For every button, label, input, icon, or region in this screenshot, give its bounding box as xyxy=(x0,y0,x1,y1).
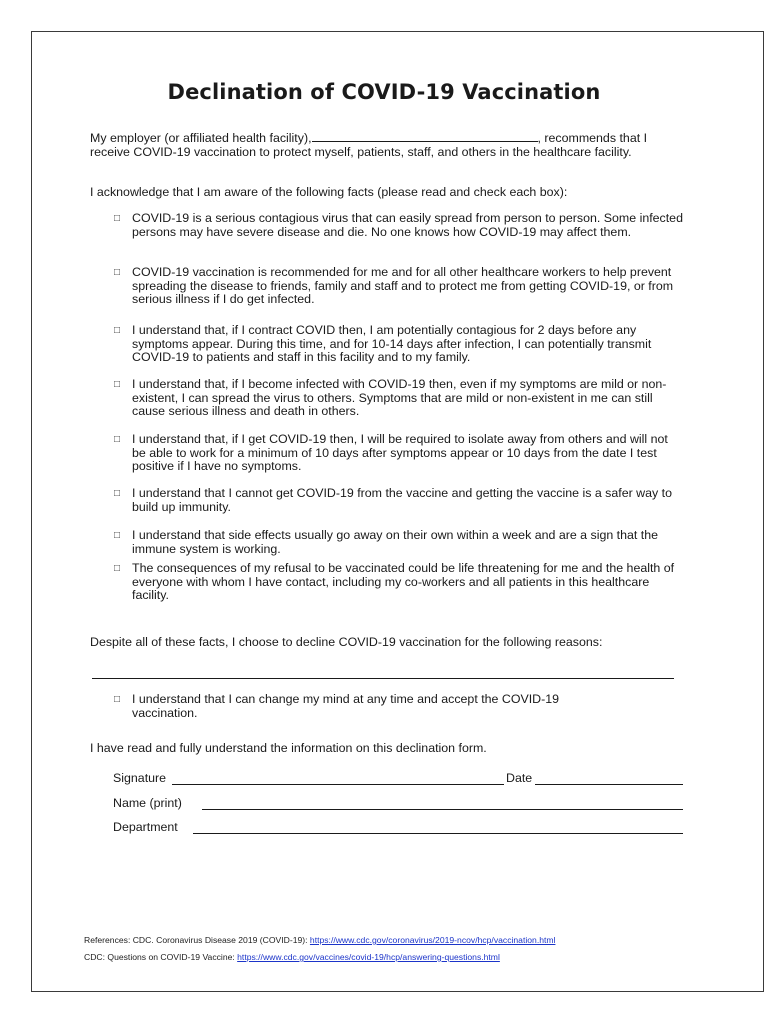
intro-paragraph xyxy=(90,130,680,159)
department-line[interactable] xyxy=(193,820,683,834)
fact-item-7 xyxy=(114,529,684,556)
fact-item-6 xyxy=(114,487,684,514)
intro-text-start: My employer (or affiliated health facility), xyxy=(90,131,312,145)
checkbox[interactable]: □ xyxy=(114,694,121,705)
change-mind-text: I understand that I can change my mind at any time and accept the COVID-19 vaccination. xyxy=(132,692,560,720)
reference-2-prefix: CDC: Questions on COVID-19 Vaccine: xyxy=(84,952,238,962)
checkbox[interactable]: □ xyxy=(114,379,121,390)
name-print-line[interactable] xyxy=(202,796,683,810)
employer-name-blank[interactable] xyxy=(312,130,538,142)
reference-1 xyxy=(84,935,555,946)
reasons-line[interactable] xyxy=(92,678,674,679)
checkbox[interactable]: □ xyxy=(114,530,121,541)
read-understand-text: I have read and fully understand the information on this declination form. xyxy=(90,741,487,755)
reference-1-link[interactable]: https://www.cdc.gov/coronavirus/2019-ncov/hcp/vaccination.html xyxy=(309,935,556,945)
intro-text-rest: that I receive COVID-19 vaccination to protect myself, patients, staff, and others in the healthcare facility. xyxy=(90,131,648,159)
reference-2-link[interactable]: https://www.cdc.gov/vaccines/covid-19/hcp/answering-questions.html xyxy=(237,952,500,962)
fact-item-5 xyxy=(114,433,684,474)
despite-text: Despite all of these facts, I choose to decline COVID-19 vaccination for the following reasons: xyxy=(90,635,603,649)
fact-item-1 xyxy=(114,212,684,239)
fact-text: COVID-19 is a serious contagious virus that can easily spread from person to person. Some infected persons may have severe disease and die. No one knows how COVID-19 may affect them. xyxy=(132,211,683,239)
date-label: Date xyxy=(506,771,533,785)
fact-text: I understand that, if I get COVID-19 then, I will be required to isolate away from others and will not be able to work for a minimum of 10 days after symptoms appear or 10 days from the date I test positive if I have no symptoms. xyxy=(132,432,668,474)
date-line[interactable] xyxy=(535,771,683,785)
form-title: Declination of COVID-19 Vaccination xyxy=(167,80,601,104)
reference-1-prefix: References: CDC. Coronavirus Disease 2019 (COVID-19): xyxy=(84,935,310,945)
intro-text-end: , recommends xyxy=(537,131,617,145)
fact-text: I understand that side effects usually go away on their own within a week and are a sign that the immune system is working. xyxy=(132,528,659,556)
name-print-label: Name (print) xyxy=(113,796,182,810)
fact-text: The consequences of my refusal to be vaccinated could be life threatening for me and the health of everyone with whom I have contact, including my co-workers and all patients in this healthcare facility. xyxy=(132,561,675,603)
fact-text: COVID-19 vaccination is recommended for me and for all other healthcare workers to help prevent spreading the disease to friends, family and staff and to protect me from getting COVID-19, or from serious illness if I do get infected. xyxy=(132,265,674,307)
fact-item-2 xyxy=(114,266,684,307)
checkbox[interactable]: □ xyxy=(114,213,121,224)
fact-text: I understand that I cannot get COVID-19 from the vaccine and getting the vaccine is a safer way to build up immunity. xyxy=(132,486,672,514)
acknowledge-text: I acknowledge that I am aware of the following facts (please read and check each box): xyxy=(90,185,568,199)
checkbox[interactable]: □ xyxy=(114,488,121,499)
reference-2 xyxy=(84,952,500,963)
checkbox[interactable]: □ xyxy=(114,325,121,336)
checkbox[interactable]: □ xyxy=(114,434,121,445)
department-label: Department xyxy=(113,820,178,834)
fact-item-3 xyxy=(114,324,684,365)
fact-text: I understand that, if I become infected with COVID-19 then, even if my symptoms are mild or non-existent, I can spread the virus to others. Symptoms that are mild or non-existent in me can still cause serious illness and death in others. xyxy=(132,377,667,419)
fact-item-8 xyxy=(114,562,684,603)
fact-item-4 xyxy=(114,378,684,419)
change-mind-item xyxy=(114,693,614,720)
checkbox[interactable]: □ xyxy=(114,267,121,278)
checkbox[interactable]: □ xyxy=(114,563,121,574)
signature-line[interactable] xyxy=(172,771,504,785)
signature-label: Signature xyxy=(113,771,167,785)
fact-text: I understand that, if I contract COVID then, I am potentially contagious for 2 days before any symptoms appear. During this time, and for 10-14 days after infection, I can potentially transmit COVID-19 to patients and staff in this facility and to my family. xyxy=(132,323,652,365)
